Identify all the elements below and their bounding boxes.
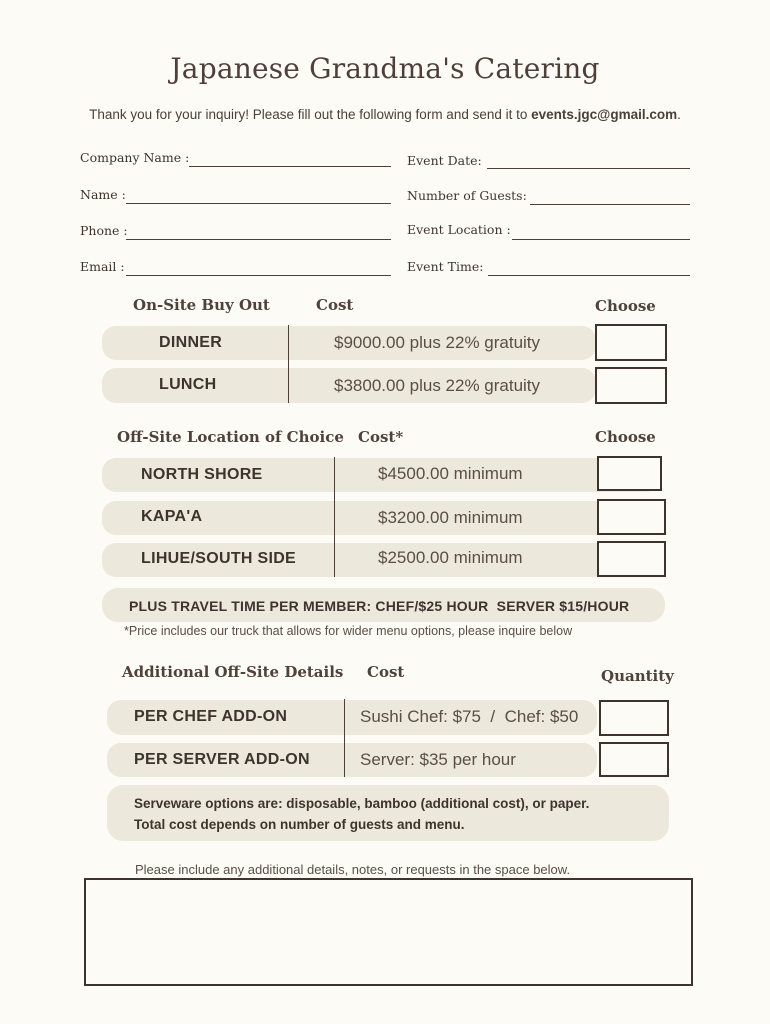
offsite-cost-header: Cost* [358,428,404,446]
kapaa-label: KAPA'A [141,508,203,525]
kapaa-cost: $3200.00 minimum [378,508,523,527]
server-addon-quantity-input[interactable] [599,742,669,777]
lunch-cost: $3800.00 plus 22% gratuity [334,376,541,395]
server-addon-cost: Server: $35 per hour [360,750,516,769]
kapaa-choose-checkbox[interactable] [597,499,666,535]
contact-email[interactable]: events.jgc@gmail.com [531,107,678,122]
company-name-field[interactable] [189,166,391,167]
email-label: Email : [80,259,125,274]
guest-count-label: Number of Guests: [407,188,527,203]
lihue-label: LIHUE/SOUTH SIDE [141,550,297,567]
name-field[interactable] [126,203,391,204]
additional-qty-header: Quantity [601,667,674,685]
event-location-label: Event Location : [407,222,511,237]
offsite-header: Off-Site Location of Choice [117,428,344,446]
price-note: *Price includes our truck that allows for wider menu options, please inquire below [124,624,573,638]
onsite-cost-header: Cost [316,296,354,314]
chef-addon-cost: Sushi Chef: $75 / Chef: $50 [360,707,579,726]
additional-divider [344,699,345,777]
name-label: Name : [80,187,126,202]
server-addon-label: PER SERVER ADD-ON [134,751,310,768]
dinner-label: DINNER [159,334,223,351]
notes-prompt: Please include any additional details, notes, or requests in the space below. [135,862,571,877]
event-time-label: Event Time: [407,259,484,274]
lihue-choose-checkbox[interactable] [597,541,666,577]
additional-header: Additional Off-Site Details [122,663,344,681]
event-date-label: Event Date: [407,153,482,168]
offsite-divider [334,457,335,577]
travel-note: PLUS TRAVEL TIME PER MEMBER: CHEF/$25 HOUR SERVER $15/HOUR [129,598,630,614]
intro-text: Thank you for your inquiry! Please fill out the following form and send it to events.jgc@gmail.com. [89,107,681,122]
event-time-field[interactable] [488,275,690,276]
lihue-cost: $2500.00 minimum [378,548,523,567]
north-shore-label: NORTH SHORE [141,466,263,483]
phone-label: Phone : [80,223,128,238]
chef-addon-quantity-input[interactable] [599,700,669,736]
notes-textarea[interactable] [84,878,693,986]
phone-field[interactable] [126,239,391,240]
onsite-divider [288,325,289,403]
page-title: Japanese Grandma's Catering [170,52,600,85]
north-shore-cost: $4500.00 minimum [378,464,523,483]
event-date-field[interactable] [487,168,690,169]
onsite-choose-header: Choose [595,297,656,315]
email-field[interactable] [126,275,391,276]
lunch-choose-checkbox[interactable] [595,367,667,404]
dinner-choose-checkbox[interactable] [595,324,667,361]
event-location-field[interactable] [512,239,690,240]
chef-addon-label: PER CHEF ADD-ON [134,708,288,725]
guest-count-field[interactable] [530,204,690,205]
north-shore-choose-checkbox[interactable] [597,456,662,491]
serveware-note: Serveware options are: disposable, bamboo (additional cost), or paper. Total cost depends on number of guests and menu. [134,796,590,832]
offsite-choose-header: Choose [595,428,656,446]
company-name-label: Company Name : [80,150,190,165]
dinner-cost: $9000.00 plus 22% gratuity [334,333,541,352]
onsite-header: On-Site Buy Out [133,296,270,314]
lunch-label: LUNCH [159,376,217,393]
additional-cost-header: Cost [367,663,405,681]
